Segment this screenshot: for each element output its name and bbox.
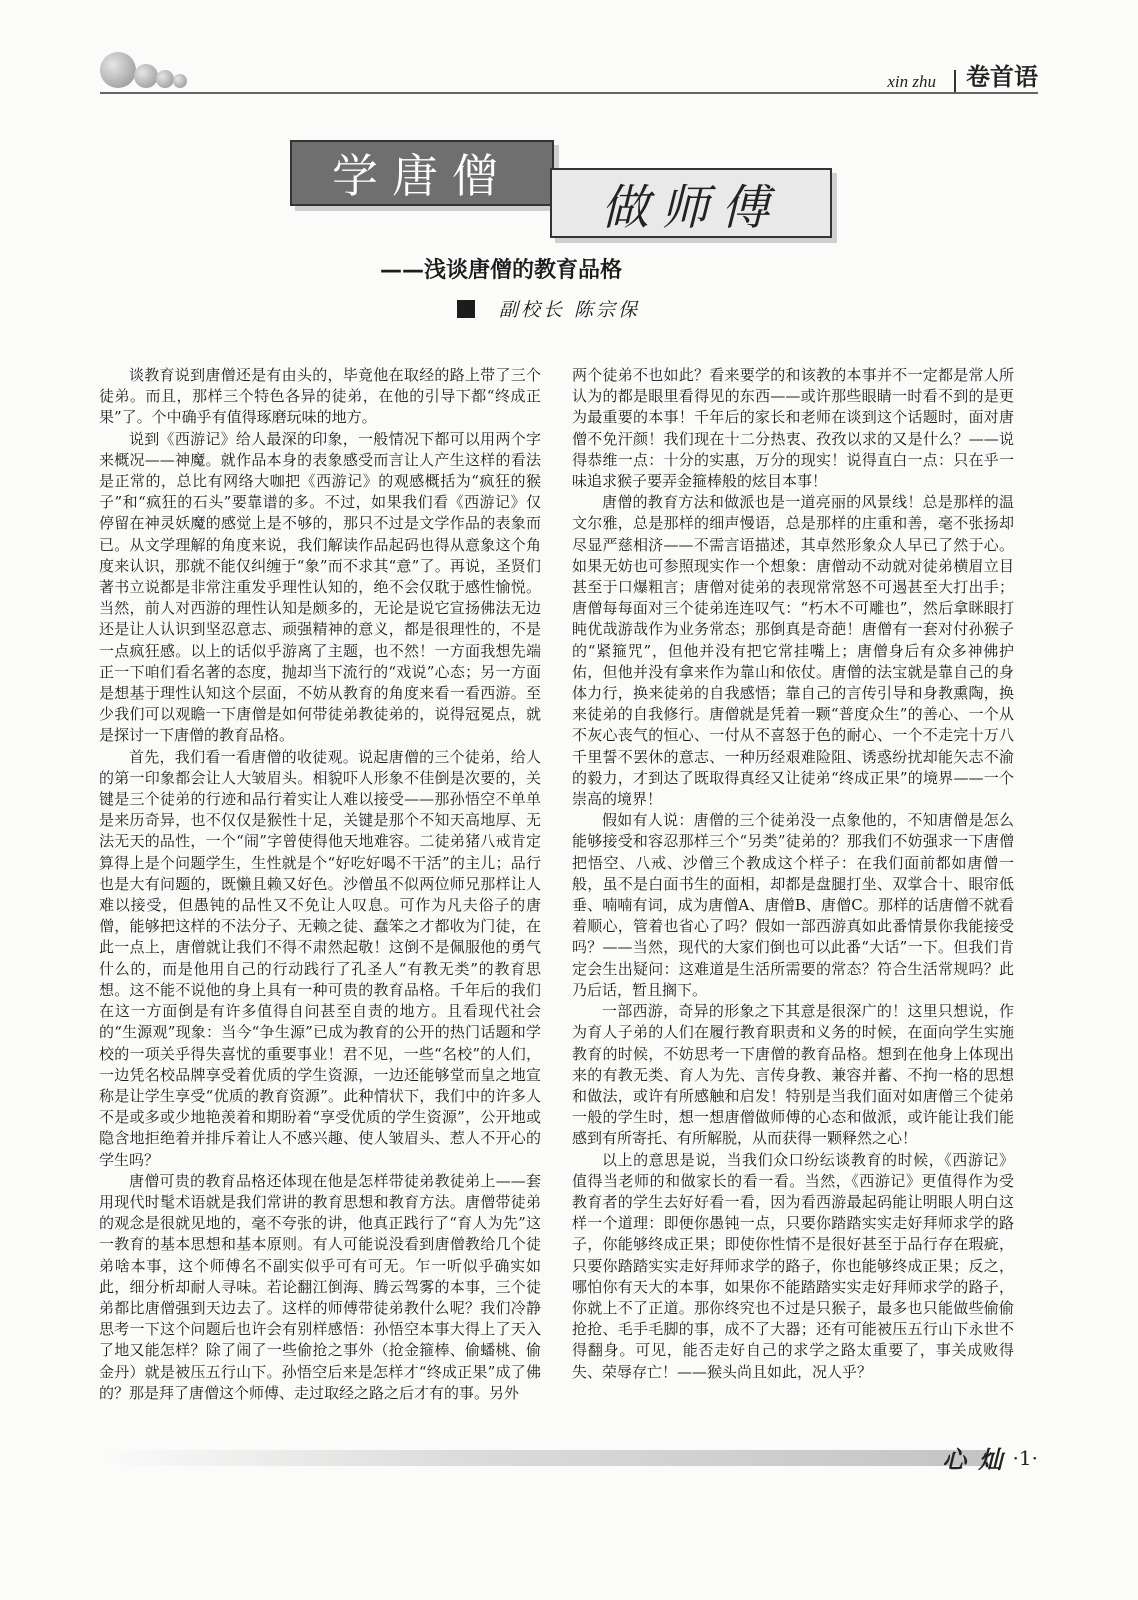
paragraph: 唐僧的教育方法和做派也是一道亮丽的风景线！总是那样的温文尔雅，总是那样的细声慢语，总是那样的庄重和善，毫不张扬却尽显严慈相济——不需言语描述，其卓然形象众人早已了然于心。如果无妨也可参照现实作一个想象：唐僧动不动就对徒弟横眉立目甚至于口爆粗言；唐僧对徒弟的表现常常怒不可遏甚至大打出手；唐僧每每面对三个徒弟连连叹气：“朽木不可雕也”，然后拿眯眼打盹优哉游哉作为业务常态；那倒真是奇葩！唐僧有一套对付孙猴子的“紧箍咒”，但他并没有把它常挂嘴上；唐僧身后有众多神佛护佑，但他并没有拿来作为靠山和依仗。唐僧的法宝就是靠自己的身体力行，换来徒弟的自我感悟；靠自己的言传引导和身教熏陶，换来徒弟的自我修行。唐僧就是凭着一颗“普度众生”的善心、一个从不灰心丧气的恒心、一付从不喜怒于色的耐心、一个不走完十万八千里誓不罢休的意志、一种历经艰难险阻、诱惑纷扰却能矢志不渝的毅力，才到达了既取得真经又让徒弟“终成正果”的境界——一个崇高的境界！ xyxy=(572,493,1014,809)
title-block-1 xyxy=(290,140,554,206)
paragraph: 以上的意思是说，当我们众口纷纭谈教育的时候，《西游记》值得当老师的和做家长的看一看。当然，《西游记》更值得作为受教育者的学生去好好看一看，因为看西游最起码能让明眼人明白这样一个道理：即便你愚钝一点，只要你踏踏实实走好拜师求学的路子，你能够终成正果；即使你性情不是很好甚至于品行存在瑕疵，只要你踏踏实实走好拜师求学的路子，你也能够终成正果；反之，哪怕你有天大的本事，如果你不能踏踏实实走好拜师求学的路子，你就上不了正道。那你终究也不过是只猴子，最多也只能做些偷偷抢抢、毛手毛脚的事，成不了大器；还有可能被压五行山下永世不得翻身。可见，能否走好自己的求学之路太重要了，事关成败得失、荣辱存亡！——猴头尚且如此，况人乎？ xyxy=(572,1150,1014,1381)
header-rule xyxy=(100,92,1038,94)
title-part-1: 学唐僧 xyxy=(332,149,512,203)
dot-small xyxy=(156,70,174,88)
square-bullet-icon xyxy=(457,300,475,318)
paragraph: 说到《西游记》给人最深的印象，一般情况下都可以用两个字来概况——神魔。就作品本身的表象感受而言让人产生这样的看法是正常的，总比有网络大咖把《西游记》的观感概括为“疯狂的猴子”和“疯狂的石头”要靠谱的多。不过，如果我们看《西游记》仅停留在神灵妖魔的感觉上是不够的，那只不过是文学作品的表象而已。从文学理解的角度来说，我们解读作品起码也得从意象这个角度来认识，那就不能仅纠缠于“象”而不求其“意”了。再说，圣贤们著书立说都是非常注重发乎理性认知的，绝不会仅耽于感性愉悦。当然，前人对西游的理性认知是颇多的，无论是说它宣扬佛法无边还是让人认识到坚忍意志、顽强精神的意义，都是很理性的，不是一点疯狂感。以上的话似乎游离了主题，也不然！一方面我想先端正一下咱们看名著的态度，抛却当下流行的“戏说”心态；另一方面是想基于理性认知这个层面，不妨从教育的角度来看一看西游。至少我们可以观瞻一下唐僧是如何带徒弟教徒弟的，说得冠冕点，就是探讨一下唐僧的教育品格。 xyxy=(99,429,541,745)
dot-medium xyxy=(134,64,158,88)
article-column-right xyxy=(572,365,1014,1383)
header-pinyin: xin zhu xyxy=(887,72,936,91)
paragraph: 两个徒弟不也如此？看来要学的和该教的本事并不一定都是常人所认为的都是眼里看得见的东西——或许那些眼睛一时看不到的是更为最重要的本事！千年后的家长和老师在谈到这个话题时，面对唐僧不免汗颜！我们现在十二分热衷、孜孜以求的又是什么？——说得恭维一点：十分的实惠，万分的现实！说得直白一点：只在乎一味追求猴子要弄金箍棒般的炫目本事！ xyxy=(572,366,1014,491)
paragraph: 唐僧可贵的教育品格还体现在他是怎样带徒弟教徒弟上——套用现代时髦术语就是我们常讲的教育思想和教育方法。唐僧带徒弟的观念是很就见地的，毫不夸张的讲，他真正践行了“育人为先”这一教育的基本思想和基本原则。有人可能说没看到唐僧教给几个徒弟啥本事，这个师傅名不副实似乎可有可无。乍一听似乎确实如此，细分析却耐人寻味。若论翻江倒海、腾云驾雾的本事，三个徒弟都比唐僧强到天边去了。这样的师傅带徒弟教什么呢？我们冷静思考一下这个问题后也许会有别样感悟：孙悟空本事大得上了天入了地又能怎样？除了闹了一些偷抢之事外（抢金箍棒、偷蟠桃、偷金丹）就是被压五行山下。孙悟空后来是怎样才“终成正果”成了佛的？那是拜了唐僧这个师傅、走过取经之路之后才有的事。另外 xyxy=(99,1171,541,1402)
section-name: 卷首语 xyxy=(966,63,1038,91)
title-part-2: 做师傅 xyxy=(600,179,781,236)
header-divider xyxy=(954,70,956,92)
paragraph: 假如有人说：唐僧的三个徒弟没一点象他的，不知唐僧是怎么能够接受和容忍那样三个“另类”徒弟的？那我们不妨强求一下唐僧把悟空、八戒、沙僧三个教成这个样子：在我们面前都如唐僧一般，虽不是白面书生的面相，却都是盘腿打坐、双掌合十、眼帘低垂、喃喃有词，成为唐僧A、唐僧B、唐僧C。那样的话唐僧不就看着顺心，管着也省心了吗？假如一部西游真如此番情景你我能接受吗？——当然，现代的大家们倒也可以此番“大话”一下。但我们肯定会生出疑问：这难道是生活所需要的常态？符合生活常规吗？此乃后话，暂且搁下。 xyxy=(572,811,1014,999)
paragraph: 谈教育说到唐僧还是有由头的，毕竟他在取经的路上带了三个徒弟。而且，那样三个特色各异的徒弟，在他的引导下都“终成正果”了。个中确乎有值得琢磨玩味的地方。 xyxy=(99,366,541,427)
author: 副校长 陈宗保 xyxy=(499,299,641,321)
dot-large xyxy=(100,52,136,88)
page-footer xyxy=(942,1440,1038,1475)
paragraph: 一部西游，奇异的形象之下其意是很深广的！这里只想说，作为育人子弟的人们在履行教育职责和义务的时候，在面向学生实施教育的时候，不妨思考一下唐僧的教育品格。想到在他身上体现出来的有教无类、育人为先、言传身教、兼容并蓄、不拘一格的思想和做法，或许有所感触和启发！特别是当我们面对如唐僧三个徒弟一般的学生时，想一想唐僧做师傅的心态和做派，或许能让我们能感到有所寄托、有所解脱，从而获得一颗释然之心！ xyxy=(572,1002,1014,1148)
page-header xyxy=(887,63,1038,92)
article-subtitle: ——浅谈唐僧的教育品格 xyxy=(380,258,623,283)
title-block-2 xyxy=(550,168,832,238)
magazine-name: 心 灿 xyxy=(942,1445,1005,1474)
paragraph: 首先，我们看一看唐僧的收徒观。说起唐僧的三个徒弟，给人的第一印象都会让人大皱眉头。相貌吓人形象不佳倒是次要的，关键是三个徒弟的行迹和品行着实让人难以接受——那孙悟空不单单是来历奇异，也不仅仅是猴性十足，关键是那个不知天高地厚、无法无天的品性，一个“闹”字曾使得他天地难容。二徒弟猪八戒肯定算得上是个问题学生，生性就是个“好吃好喝不干活”的主儿；品行也是大有问题的，既懒且赖又好色。沙僧虽不似两位师兄那样让人难以接受，但愚钝的品性又不免让人叹息。可作为凡夫俗子的唐僧，能够把这样的不法分子、无赖之徒、蠢笨之才都收为门徒，在此一点上，唐僧就让我们不得不肃然起敬！这倒不是佩服他的勇气什么的，而是他用自己的行动践行了孔圣人“有教无类”的教育思想。这不能不说他的身上具有一种可贵的教育品格。千年后的我们在这一方面倒是有许多值得自问甚至自责的地方。且看现代社会的“生源观”现象：当今“争生源”已成为教育的公开的热门话题和学校的一项关乎得失喜忧的重要事业！君不见，一些“名校”的人们，一边凭名校品牌享受着优质的学生资源，一边还能够堂而皇之地宣称是让学生享受“优质的教育资源”。此种情状下，我们中的许多人不是或多或少地艳羡着和期盼着“享受优质的学生资源”，公开地或隐含地拒绝着并排斥着让人不感兴趣、使人皱眉头、惹人不开心的学生吗？ xyxy=(99,747,541,1169)
author-line xyxy=(457,295,640,322)
page-number: ·1· xyxy=(1012,1445,1038,1470)
dot-tiny xyxy=(173,74,187,88)
footer-band xyxy=(100,1450,988,1466)
article-column-left xyxy=(99,365,541,1404)
